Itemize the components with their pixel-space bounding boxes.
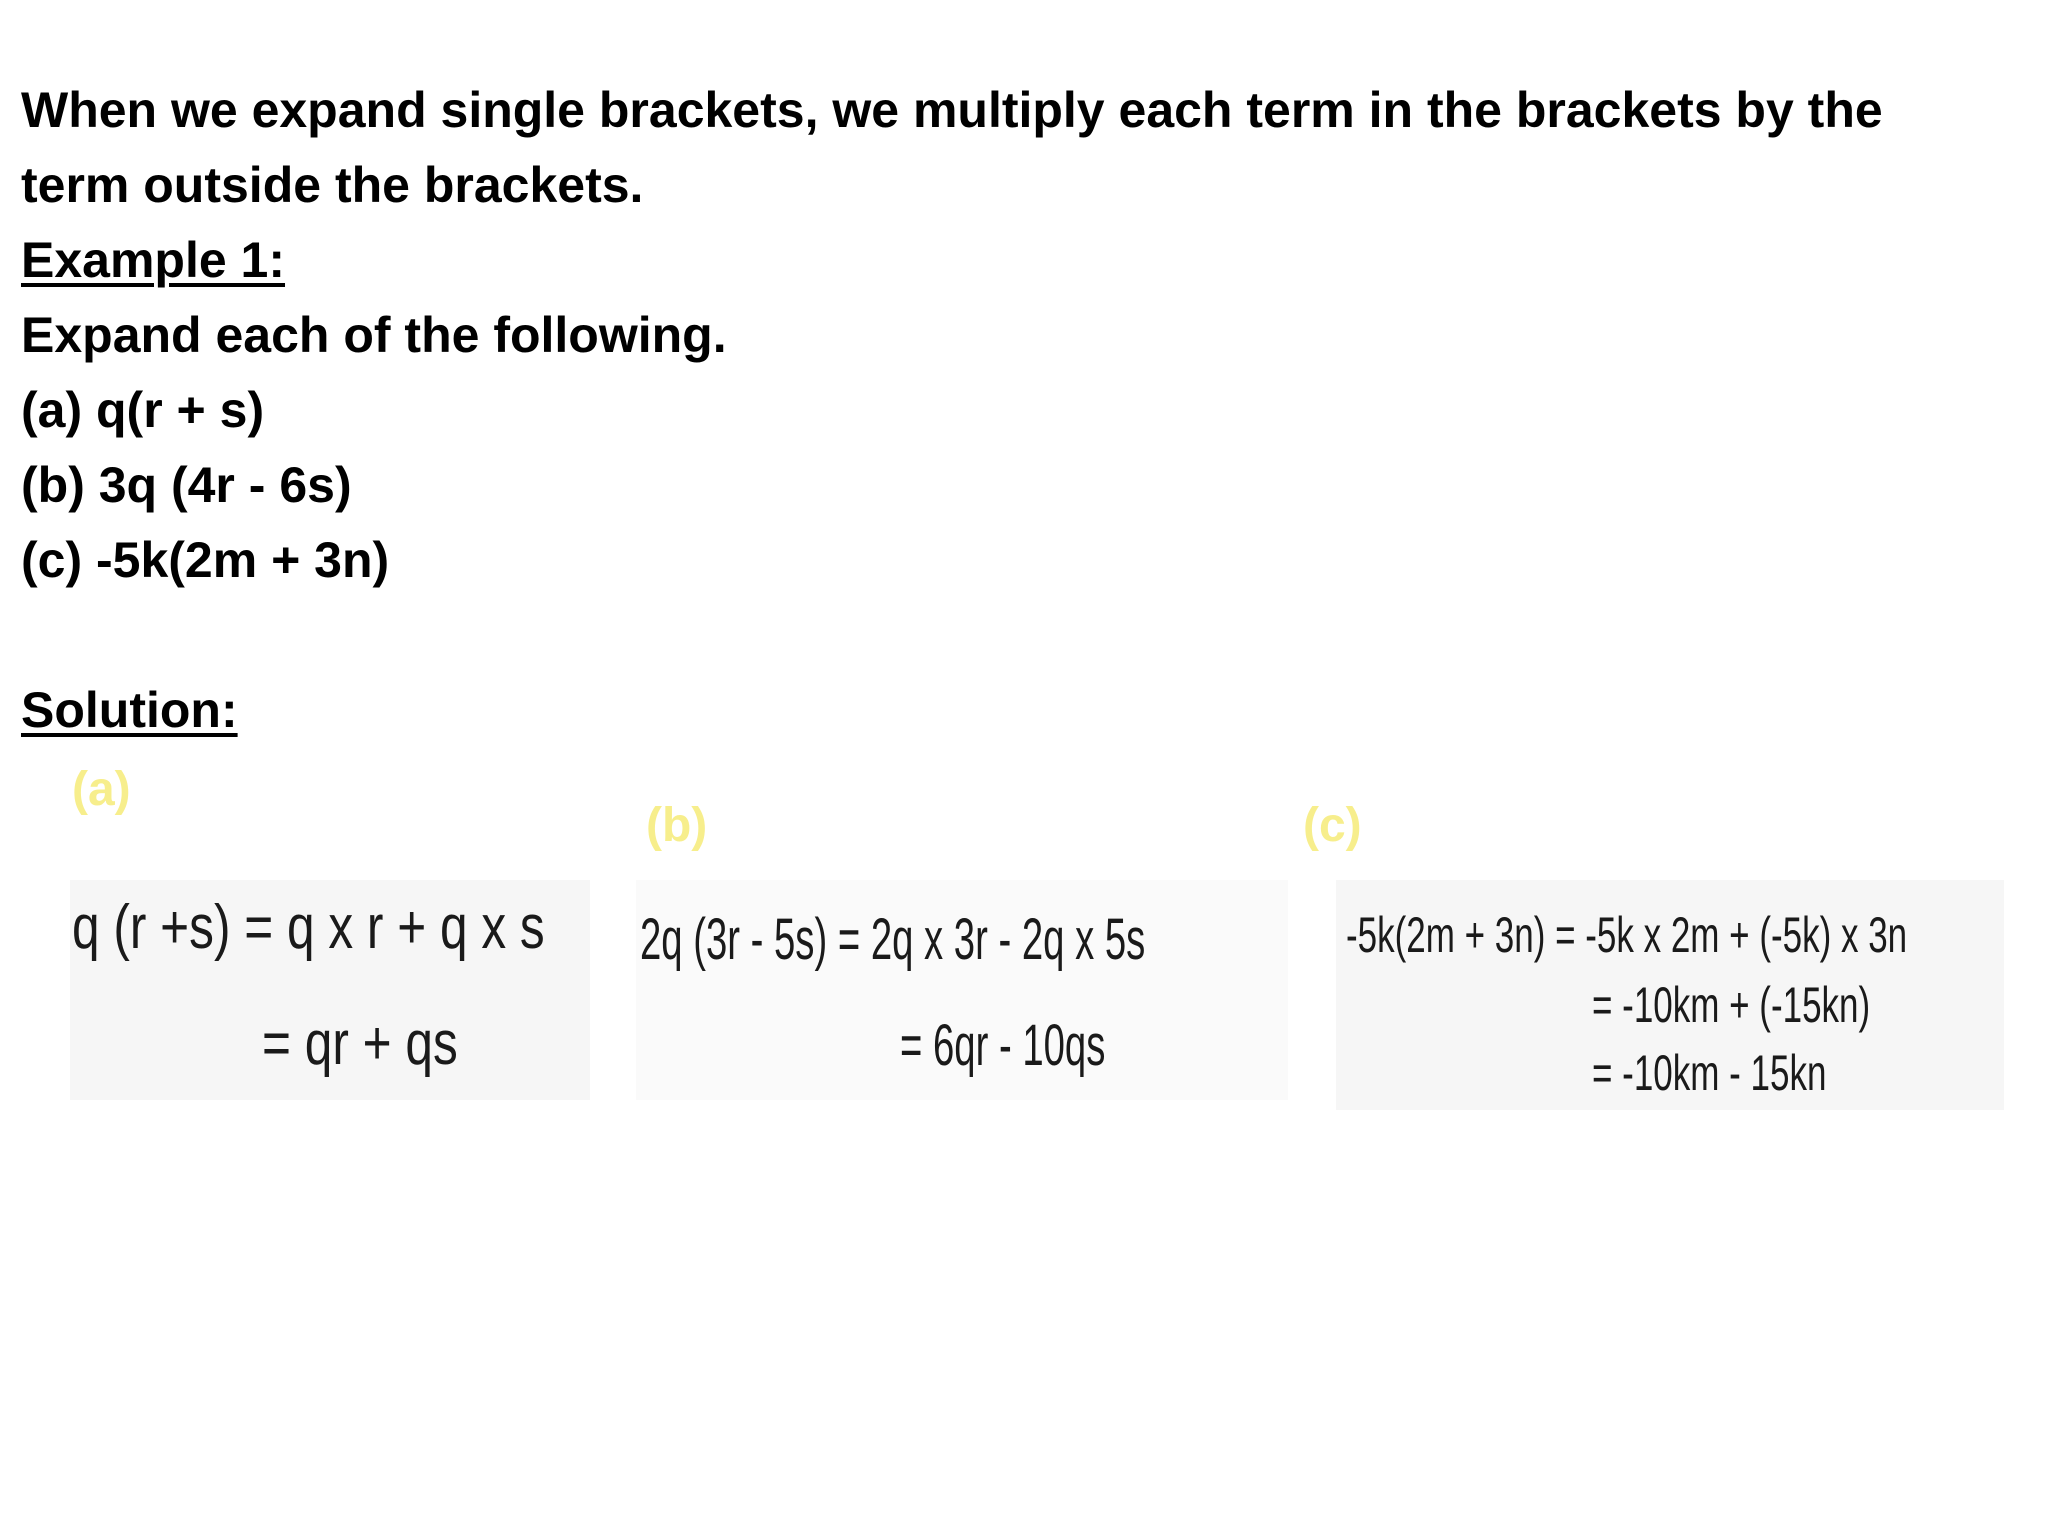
solution-c-line-1: -5k(2m + 3n) = -5k x 2m + (-5k) x 3n bbox=[1346, 907, 1908, 963]
intro-line-1: When we expand single brackets, we multiply each term in the brackets by the bbox=[21, 82, 1883, 138]
solution-c-line-3: = -10km - 15kn bbox=[1592, 1045, 1827, 1101]
intro-line-2: term outside the brackets. bbox=[21, 157, 644, 213]
example-instruction: Expand each of the following. bbox=[21, 307, 727, 363]
example-item-c: (c) -5k(2m + 3n) bbox=[21, 532, 390, 588]
solution-b-line-2: = 6qr - 10qs bbox=[900, 1013, 1106, 1078]
solution-heading: Solution: bbox=[21, 682, 238, 738]
example-heading: Example 1: bbox=[21, 232, 286, 288]
solution-label-c: (c) bbox=[1303, 799, 1362, 852]
solution-label-a: (a) bbox=[72, 763, 131, 816]
solution-c-line-2: = -10km + (-15kn) bbox=[1592, 977, 1871, 1033]
solution-label-b: (b) bbox=[646, 799, 708, 852]
example-item-b: (b) 3q (4r - 6s) bbox=[21, 457, 352, 513]
solution-a-line-1: q (r +s) = q x r + q x s bbox=[72, 893, 545, 962]
solution-a-line-2: = qr + qs bbox=[262, 1009, 458, 1078]
solution-b-line-1: 2q (3r - 5s) = 2q x 3r - 2q x 5s bbox=[640, 907, 1146, 972]
example-item-a: (a) q(r + s) bbox=[21, 382, 265, 438]
